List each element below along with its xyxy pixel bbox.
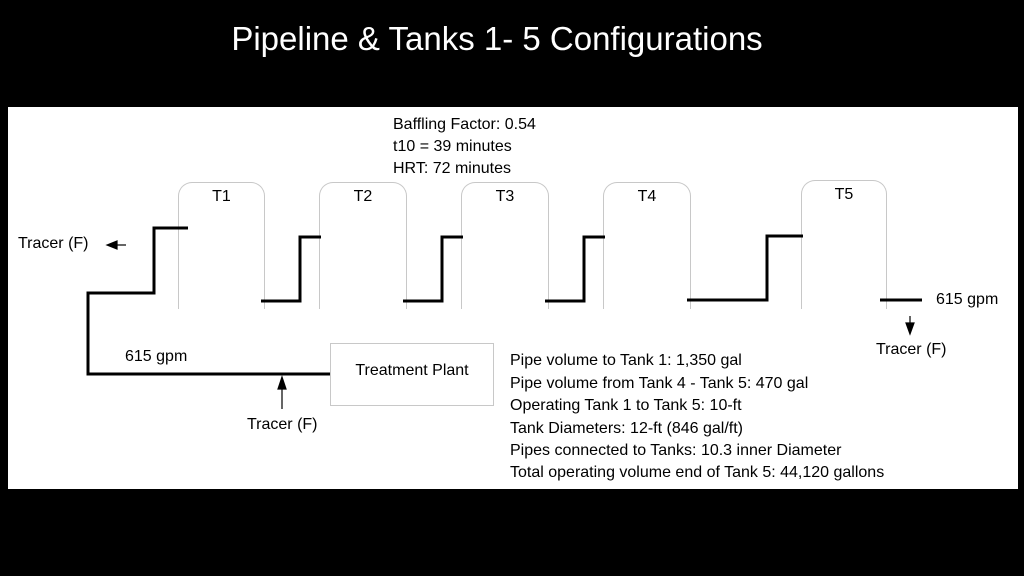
flow-in-label: 615 gpm	[125, 348, 188, 365]
tracer-bottom-label: Tracer (F)	[247, 416, 318, 433]
note-tank-diameters: Tank Diameters: 12-ft (846 gal/ft)	[510, 420, 743, 437]
diagram-panel	[8, 107, 1018, 489]
note-total-volume: Total operating volume end of Tank 5: 44,120 gallons	[510, 464, 885, 481]
tank-label: T5	[834, 186, 854, 203]
pipe-t2-t3	[403, 237, 463, 301]
tank-label: T4	[637, 188, 657, 205]
page-title: Pipeline & Tanks 1- 5 Configurations	[231, 20, 763, 57]
note-pipe-diameter: Pipes connected to Tanks: 10.3 inner Diameter	[510, 442, 842, 459]
tracer-right-label: Tracer (F)	[876, 341, 947, 358]
tank-label: T1	[212, 188, 231, 205]
hrt-value: HRT: 72 minutes	[393, 160, 511, 177]
tracer-left-arrowhead	[107, 241, 117, 249]
pipe-t3-t4	[545, 237, 605, 301]
tracer-left-label: Tracer (F)	[18, 235, 89, 252]
tank-label: T2	[353, 188, 373, 205]
pipe-t4-t5	[687, 236, 803, 300]
tracer-right-arrowhead	[906, 323, 914, 334]
note-pipe-volume-t4-t5: Pipe volume from Tank 4 - Tank 5: 470 gal	[510, 375, 809, 392]
pipe-t1-t2	[261, 237, 321, 301]
flow-out-label: 615 gpm	[936, 291, 999, 308]
t10-value: t10 = 39 minutes	[393, 138, 512, 155]
treatment-plant-label: Treatment Plant	[355, 362, 469, 379]
note-pipe-volume-tank1: Pipe volume to Tank 1: 1,350 gal	[510, 352, 742, 369]
baffling-factor: Baffling Factor: 0.54	[393, 116, 536, 133]
note-operating-depth: Operating Tank 1 to Tank 5: 10-ft	[510, 397, 742, 414]
tracer-bottom-arrowhead	[278, 377, 286, 389]
tank-label: T3	[495, 188, 515, 205]
